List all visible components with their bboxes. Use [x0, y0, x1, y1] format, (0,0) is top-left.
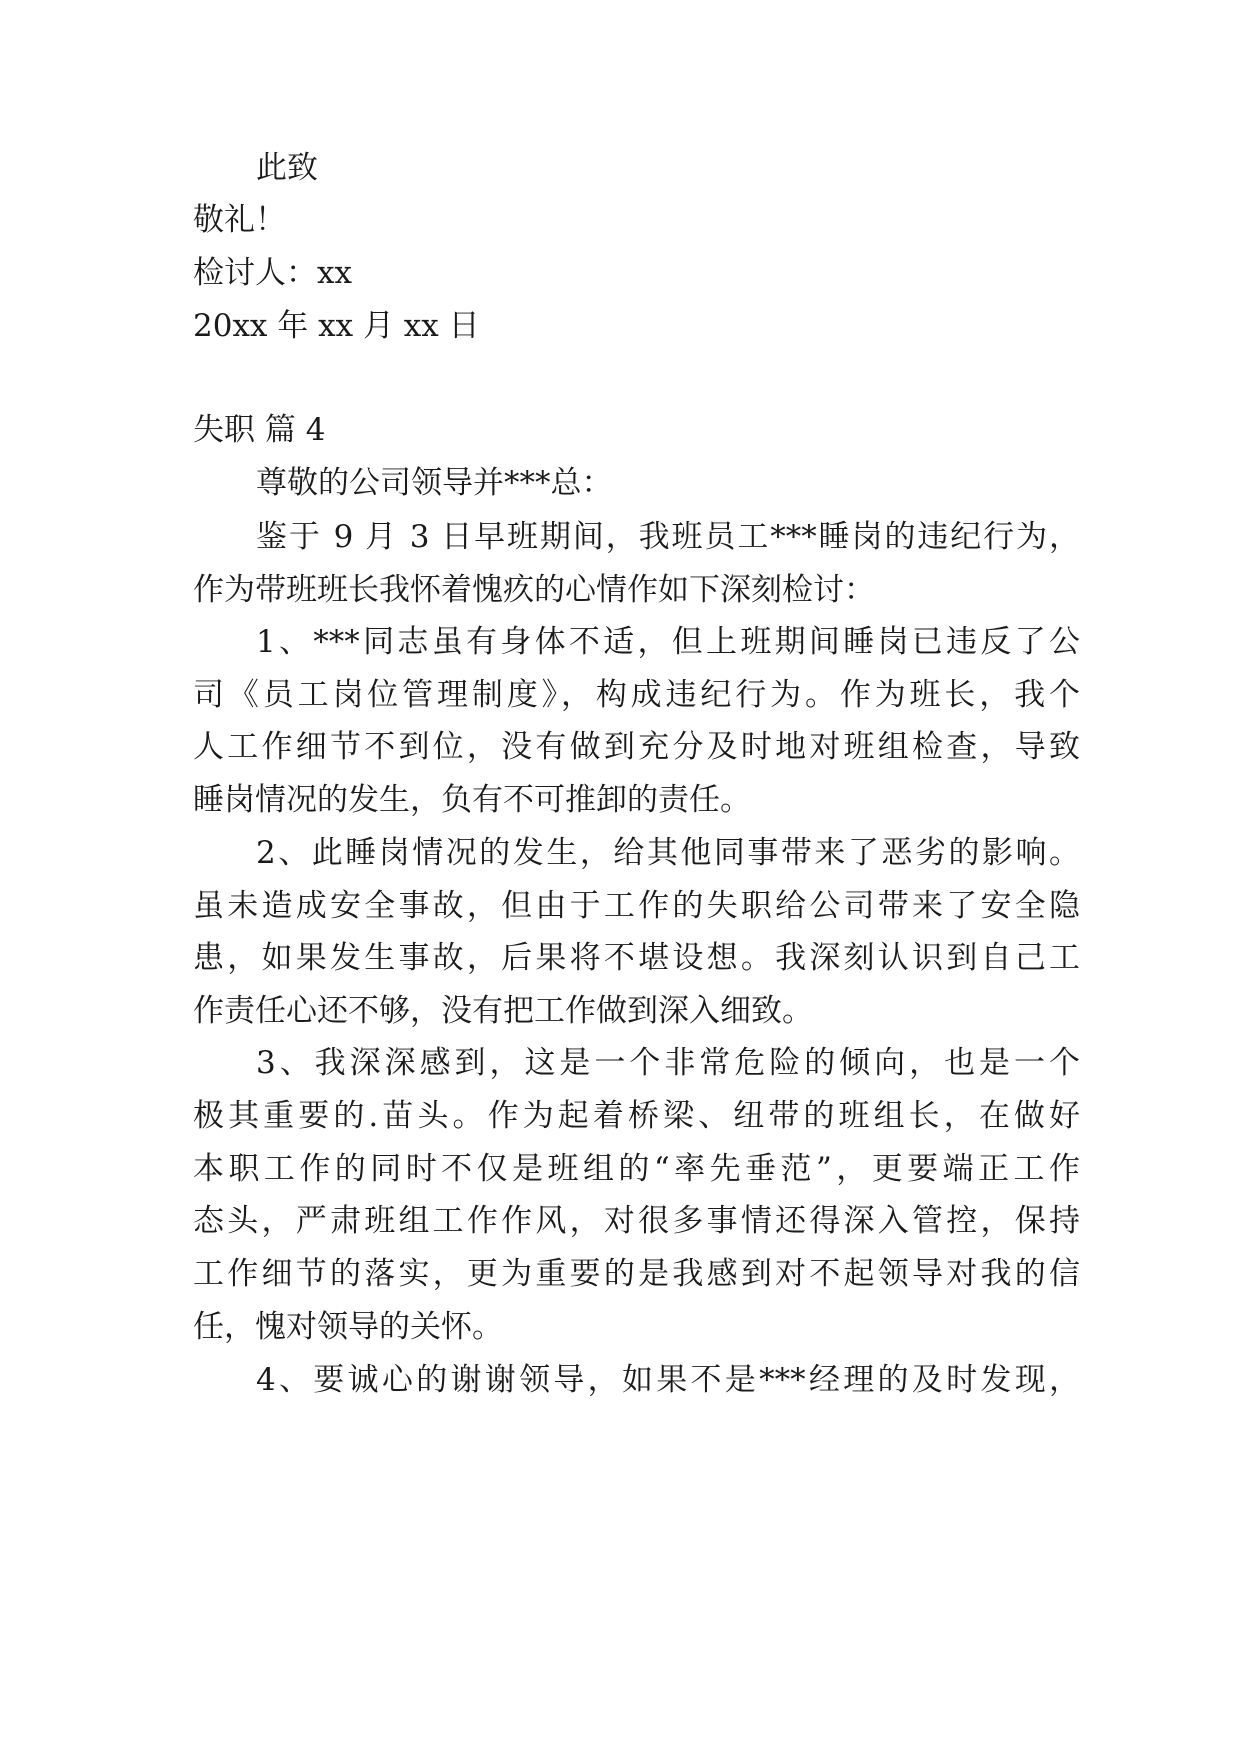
body-line: 本职工作的同时不仅是班组的“率先垂范”，更要端正工作 [193, 1151, 1080, 1187]
body-line: 人工作细节不到位，没有做到充分及时地对班组检查，导致 [193, 729, 1080, 765]
body-line: 3、我深深感到，这是一个非常危险的倾向，也是一个 [256, 1045, 1080, 1081]
section-heading: 失职 篇 4 [193, 412, 326, 448]
body-line: 司《员工岗位管理制度》，构成违纪行为。作为班长，我个 [193, 677, 1080, 713]
body-line: 鉴于 9 月 3 日早班期间，我班员工***睡岗的违纪行为， [256, 519, 1080, 555]
body-line: 极其重要的.苗头。作为起着桥梁、纽带的班组长，在做好 [193, 1098, 1080, 1134]
addressee-line: 尊敬的公司领导并***总： [256, 465, 613, 501]
body-line: 1、***同志虽有身体不适，但上班期间睡岗已违反了公 [256, 624, 1080, 660]
body-line: 患，如果发生事故，后果将不堪设想。我深刻认识到自己工 [193, 940, 1080, 976]
body-line: 任，愧对领导的关怀。 [193, 1309, 503, 1345]
body-line: 态头，严肃班组工作作风，对很多事情还得深入管控，保持 [193, 1203, 1080, 1239]
body-line: 4、要诚心的谢谢领导，如果不是***经理的及时发现， [256, 1362, 1080, 1398]
date-line: 20xx 年 xx 月 xx 日 [193, 308, 480, 344]
body-line: 作责任心还不够，没有把工作做到深入细致。 [193, 993, 813, 1029]
closing-salutation-1: 此致 [256, 150, 318, 186]
body-line: 作为带班班长我怀着愧疚的心情作如下深刻检讨： [193, 572, 875, 608]
body-line: 2、此睡岗情况的发生，给其他同事带来了恶劣的影响。 [256, 835, 1080, 871]
body-line: 睡岗情况的发生，负有不可推卸的责任。 [193, 782, 751, 818]
closing-salutation-2: 敬礼！ [193, 202, 286, 238]
body-line: 虽未造成安全事故，但由于工作的失职给公司带来了安全隐 [193, 888, 1080, 924]
signer-line: 检讨人：xx [193, 255, 352, 291]
body-line: 工作细节的落实，更为重要的是我感到对不起领导对我的信 [193, 1256, 1080, 1292]
